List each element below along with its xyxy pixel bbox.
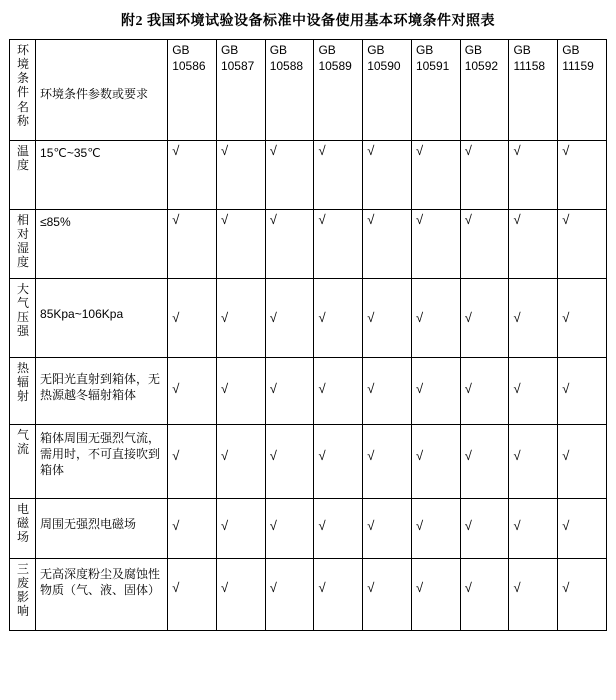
standard-number: 10588 — [269, 58, 304, 73]
check-icon: √ — [269, 212, 277, 227]
row-param-electromagnetic-field: 周围无强烈电磁场 — [36, 499, 168, 559]
standard-prefix: GB — [415, 43, 434, 57]
check-icon: √ — [464, 310, 472, 325]
check-icon: √ — [318, 580, 326, 595]
standard-number: 10587 — [220, 58, 255, 73]
check-icon: √ — [220, 580, 229, 595]
cell-check — [314, 279, 363, 358]
cell-check — [216, 141, 265, 210]
cell-check — [363, 559, 412, 631]
check-icon: √ — [220, 143, 229, 158]
standard-number: 11159 — [562, 58, 594, 73]
row-param-thermal-radiation: 无阳光直射到箱体，无热源越冬辐射箱体 — [36, 358, 168, 425]
row-name-airflow — [10, 425, 36, 499]
environment-conditions-table — [9, 39, 607, 631]
check-icon: √ — [367, 381, 375, 396]
cell-check — [265, 358, 314, 425]
cell-check — [509, 358, 558, 425]
row-param-temperature: 15℃~35℃ — [36, 141, 168, 210]
cell-check — [460, 358, 509, 425]
cell-check — [265, 559, 314, 631]
cell-check — [265, 279, 314, 358]
cell-check — [314, 210, 363, 279]
check-icon: √ — [513, 143, 521, 158]
cell-check — [509, 141, 558, 210]
cell-check — [411, 141, 460, 210]
check-icon: √ — [513, 518, 521, 533]
cell-check — [509, 210, 558, 279]
check-icon: √ — [172, 580, 180, 595]
header-standard-gb10588 — [265, 40, 314, 141]
row-param-atmospheric-pressure: 85Kpa~106Kpa — [36, 279, 168, 358]
check-icon: √ — [172, 212, 180, 227]
check-icon: √ — [220, 212, 229, 227]
cell-check — [363, 358, 412, 425]
table-row — [10, 499, 607, 559]
check-icon: √ — [415, 212, 424, 227]
cell-check — [558, 279, 607, 358]
check-icon: √ — [562, 448, 570, 463]
header-standard-gb10590 — [363, 40, 412, 141]
check-icon: √ — [269, 310, 277, 325]
check-icon: √ — [172, 143, 180, 158]
table-row — [10, 210, 607, 279]
cell-check — [168, 210, 217, 279]
cell-check — [168, 358, 217, 425]
check-icon: √ — [367, 580, 375, 595]
row-param-three-wastes-impact: 无高深度粉尘及腐蚀性物质（气、液、固体） — [36, 559, 168, 631]
check-icon: √ — [562, 143, 570, 158]
table-header-row — [10, 40, 607, 141]
row-name-relative-humidity — [10, 210, 36, 279]
check-icon: √ — [318, 310, 326, 325]
cell-check — [509, 499, 558, 559]
cell-check — [168, 499, 217, 559]
standard-number: 10592 — [464, 58, 499, 73]
check-icon: √ — [464, 448, 472, 463]
cell-check — [509, 279, 558, 358]
table-row — [10, 279, 607, 358]
cell-check — [363, 141, 412, 210]
check-icon: √ — [318, 212, 326, 227]
row-param-relative-humidity: ≤85% — [36, 210, 168, 279]
cell-check — [411, 358, 460, 425]
cell-check — [460, 499, 509, 559]
header-param-col — [36, 40, 168, 141]
cell-check — [265, 499, 314, 559]
standard-prefix: GB — [220, 43, 239, 57]
cell-check — [168, 559, 217, 631]
standard-prefix: GB — [172, 43, 190, 57]
check-icon: √ — [172, 310, 180, 325]
cell-check — [314, 559, 363, 631]
standard-prefix: GB — [562, 43, 580, 57]
header-standard-gb10592 — [460, 40, 509, 141]
row-name-three-wastes-impact — [10, 559, 36, 631]
cell-check — [314, 499, 363, 559]
check-icon: √ — [220, 518, 229, 533]
row-name-label: 电磁场 — [17, 502, 30, 545]
cell-check — [460, 559, 509, 631]
check-icon: √ — [415, 143, 424, 158]
check-icon: √ — [367, 212, 375, 227]
check-icon: √ — [562, 381, 570, 396]
check-icon: √ — [415, 310, 424, 325]
header-standard-gb10589 — [314, 40, 363, 141]
standard-prefix: GB — [464, 43, 483, 57]
cell-check — [168, 279, 217, 358]
check-icon: √ — [269, 448, 277, 463]
check-icon: √ — [562, 518, 570, 533]
check-icon: √ — [415, 448, 424, 463]
cell-check — [411, 425, 460, 499]
cell-check — [558, 499, 607, 559]
table-row — [10, 425, 607, 499]
cell-check — [216, 358, 265, 425]
check-icon: √ — [415, 381, 424, 396]
row-name-thermal-radiation — [10, 358, 36, 425]
check-icon: √ — [464, 518, 472, 533]
table-row — [10, 358, 607, 425]
check-icon: √ — [269, 580, 277, 595]
check-icon: √ — [562, 212, 570, 227]
standard-number: 10590 — [367, 58, 401, 73]
cell-check — [216, 210, 265, 279]
cell-check — [314, 141, 363, 210]
check-icon: √ — [513, 580, 521, 595]
check-icon: √ — [220, 310, 229, 325]
header-first-col — [10, 40, 36, 141]
check-icon: √ — [562, 580, 570, 595]
table-row — [10, 141, 607, 210]
cell-check — [314, 358, 363, 425]
check-icon: √ — [269, 143, 277, 158]
standard-prefix: GB — [269, 43, 288, 57]
row-name-temperature — [10, 141, 36, 210]
check-icon: √ — [513, 310, 521, 325]
check-icon: √ — [269, 518, 277, 533]
header-standard-gb10586 — [168, 40, 217, 141]
row-name-label: 气流 — [17, 428, 30, 457]
standard-prefix: GB — [367, 43, 385, 57]
cell-check — [216, 559, 265, 631]
cell-check — [509, 425, 558, 499]
check-icon: √ — [367, 448, 375, 463]
cell-check — [558, 425, 607, 499]
cell-check — [460, 141, 509, 210]
check-icon: √ — [464, 381, 472, 396]
standard-number: 11158 — [513, 58, 546, 73]
check-icon: √ — [172, 381, 180, 396]
cell-check — [265, 141, 314, 210]
cell-check — [411, 499, 460, 559]
check-icon: √ — [562, 310, 570, 325]
header-standard-gb11158 — [509, 40, 558, 141]
check-icon: √ — [172, 518, 180, 533]
cell-check — [363, 279, 412, 358]
cell-check — [558, 141, 607, 210]
check-icon: √ — [415, 518, 424, 533]
check-icon: √ — [220, 448, 229, 463]
check-icon: √ — [318, 518, 326, 533]
row-name-atmospheric-pressure — [10, 279, 36, 358]
check-icon: √ — [318, 381, 326, 396]
check-icon: √ — [464, 212, 472, 227]
cell-check — [363, 210, 412, 279]
row-name-label: 热辐射 — [17, 361, 30, 404]
check-icon: √ — [513, 381, 521, 396]
cell-check — [411, 210, 460, 279]
header-first-col-label: 环境条件名称 — [17, 43, 30, 128]
cell-check — [363, 499, 412, 559]
check-icon: √ — [464, 580, 472, 595]
cell-check — [411, 559, 460, 631]
check-icon: √ — [269, 381, 277, 396]
header-standard-gb10587 — [216, 40, 265, 141]
page-title: 附2 我国环境试验设备标准中设备使用基本环境条件对照表 — [121, 14, 495, 29]
row-name-label: 温度 — [17, 144, 30, 173]
row-name-electromagnetic-field — [10, 499, 36, 559]
cell-check — [558, 210, 607, 279]
row-name-label: 三废影响 — [17, 562, 30, 619]
cell-check — [460, 425, 509, 499]
cell-check — [265, 210, 314, 279]
check-icon: √ — [220, 381, 229, 396]
check-icon: √ — [318, 143, 326, 158]
check-icon: √ — [367, 518, 375, 533]
standard-prefix: GB — [513, 43, 531, 57]
check-icon: √ — [367, 143, 375, 158]
cell-check — [216, 499, 265, 559]
check-icon: √ — [172, 448, 180, 463]
cell-check — [363, 425, 412, 499]
standard-number: 10586 — [172, 58, 206, 73]
row-name-label: 大气压强 — [17, 282, 30, 339]
check-icon: √ — [513, 448, 521, 463]
cell-check — [411, 279, 460, 358]
check-icon: √ — [415, 580, 424, 595]
cell-check — [168, 141, 217, 210]
row-param-airflow: 箱体周围无强烈气流，需用时，不可直接吹到箱体 — [36, 425, 168, 499]
standard-number: 10591 — [415, 58, 450, 73]
standard-number: 10589 — [318, 58, 352, 73]
cell-check — [558, 358, 607, 425]
check-icon: √ — [318, 448, 326, 463]
header-standard-gb10591 — [411, 40, 460, 141]
table-row — [10, 559, 607, 631]
header-param-label: 环境条件参数或要求 — [40, 87, 149, 101]
check-icon: √ — [367, 310, 375, 325]
cell-check — [168, 425, 217, 499]
standard-prefix: GB — [318, 43, 336, 57]
cell-check — [460, 279, 509, 358]
cell-check — [509, 559, 558, 631]
check-icon: √ — [513, 212, 521, 227]
check-icon: √ — [464, 143, 472, 158]
cell-check — [216, 425, 265, 499]
cell-check — [265, 425, 314, 499]
cell-check — [314, 425, 363, 499]
header-standard-gb11159 — [558, 40, 607, 141]
row-name-label: 相对湿度 — [17, 213, 30, 270]
cell-check — [558, 559, 607, 631]
cell-check — [460, 210, 509, 279]
cell-check — [216, 279, 265, 358]
